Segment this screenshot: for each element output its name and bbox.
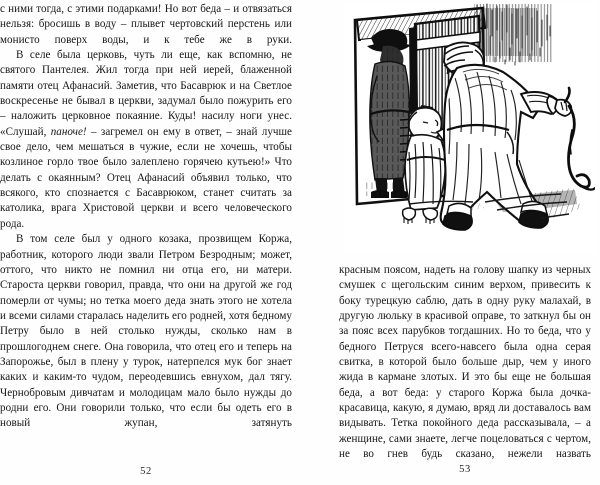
paragraph-petro-bezrodny: В том селе был у одного козака, прозвищем Коржа, работник, которого люди звали Петром Безродным; может, оттого, что никто не помнил ни отца его, ни матери. Староста церкви говорил, правда, что они на другой же год померли от чумы; но тетка моего деда знать этого не хотела и всеми силами старалась наделить его родней, хотя бедному Петру было в ней столько нужды, сколько нам в прошлогоднем снеге. Она говорила, что отец его и теперь на Запорожье, был в плену у турок, натерпелся мук бог знает каких и каким-то чудом, переодевшись евнухом, дал тягу. Чернобровым дивчатам и молодицам мало было нужды до родни его. Они говорили только, что если бы одеть его в новый жупан, затянуть xyxy=(0,233,292,430)
paragraph-text-after-italic: – загремел он ему в ответ, – знай лучше свое дело, чем мешаться в чужие, если не хочешь, чтобы козлиное горло твое было залеплено горячею кутьею!» Что делать с окаянным? Отец Афанасий объявил только, что всякого, кто спознается с Басаврюком, станет считать за католика, врага Христовой церкви и всего человеческого рода. xyxy=(0,125,292,230)
priest-with-whip-illustration xyxy=(345,2,595,254)
italic-word-panoche: паноче! xyxy=(50,125,87,138)
paragraph-text-before-italic: В селе была церковь, чуть ли еще, как вспомню, не святого Пантелея. Жил тогда при ней иерей, блаженной памяти отец Афанасий. Заметив, что Басаврюк и на Светлое воскресенье не бывал в церкви, задумал было пожурить его – наложить церковное покаяние. Куды! насилу ноги унес. «Слушай, xyxy=(0,49,292,138)
left-page-text-column xyxy=(0,2,292,432)
paragraph-petrus-description: красным поясом, надеть на голову шапку из черных смушек с щегольским синим верхом, привесить к боку турецкую саблю, дать в одну руку малахай, в другую люльку в красивой оправе, то заткнул бы он за пояс всех парубков тогдашних. Но то беда, что у бедного Петруся всего-навсего была одна серая свитка, в которой было больше дыр, чем у иного жида в кармане злотых. И это бы еще не большая беда, а вот беда: у старого Коржа была дочка-красавица, какую, я думаю, вряд ли доставалось вам видывать. Тетка покойного деда рассказывала, – а женщине, сами знаете, легче поцеловаться с чертом, не во гнев будь сказано, нежели назвать xyxy=(339,264,591,461)
paragraph-continuation: с ними тогда, с этими подарками! Но вот беда – и отвязаться нельзя: бросишь в воду – плывет чертовский перстень или монисто поверх воды, и к тебе же в руки. xyxy=(0,3,292,46)
background-hatching xyxy=(474,4,552,65)
page-number-right: 53 xyxy=(459,464,471,475)
right-page-text-column xyxy=(339,263,591,462)
paragraph-church-and-priest xyxy=(0,48,292,232)
page-number-left: 52 xyxy=(140,466,152,477)
